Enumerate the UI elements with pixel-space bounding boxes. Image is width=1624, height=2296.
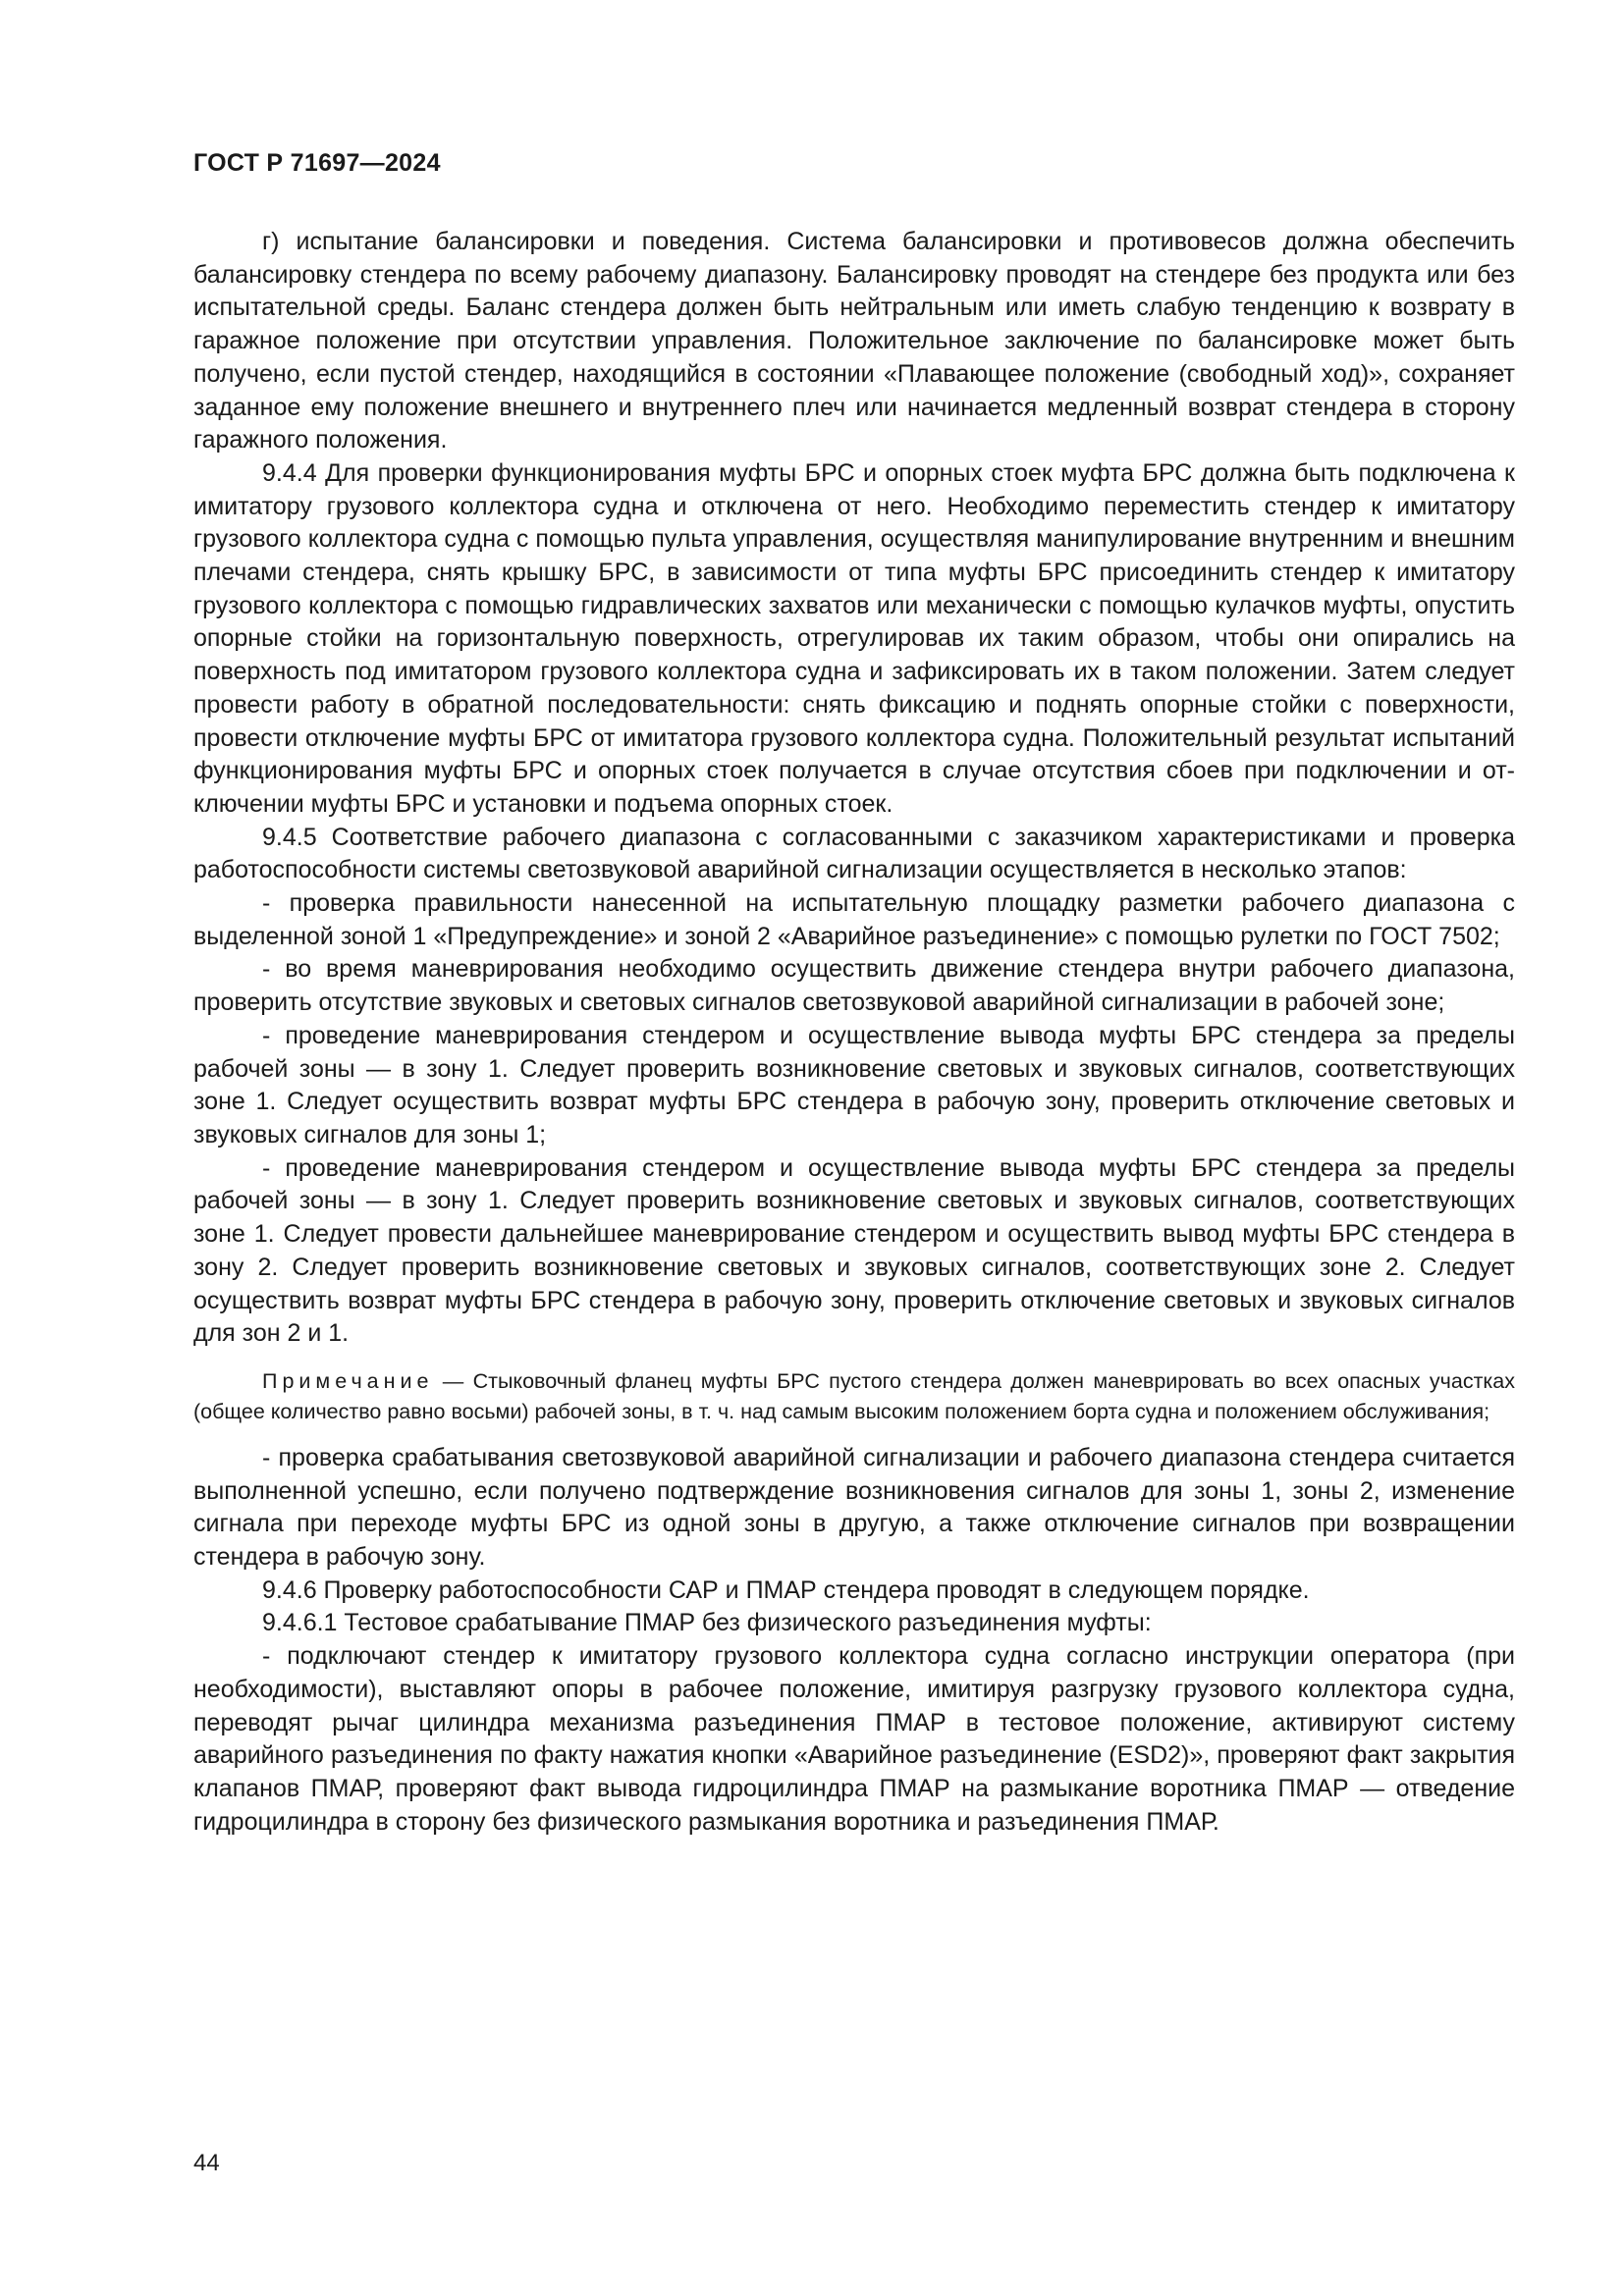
note-label: Примечание: [262, 1368, 434, 1393]
list-item-maneuver-work-zone: - во время маневрирования необходимо осуществить движение стендера внутри рабочего диапазона, проверить отсутствие звуковых и световых сигналов светозвуковой аварийной сигнализации в рабочей зоне;: [193, 955, 1515, 1017]
document-body: [193, 226, 1515, 1839]
list-item-marking-check: - проверка правильности нанесенной на испытательную площадку разметки рабочего диапазона с выделенной зоной 1 «Предупреждение» и зоной 2 «Аварийное разъединение» с помощью рулетки по ГОСТ 7502;: [193, 889, 1515, 950]
list-item-alarm-check: - проверка срабатывания светозвуковой аварийной сигнализации и рабочего диапазона стендера считается выполненной успешно, если получено подтверждение возникновения сигналов для зоны 1, зоны 2, изменение сигнала при переходе муфты БРС из одной зоны в другую, а также отключение сигналов при возвращении стендера в рабочую зону.: [193, 1443, 1515, 1572]
paragraph-9-4-6: 9.4.6 Проверку работоспособности САР и ПМАР стендера проводят в следующем порядке.: [262, 1575, 1310, 1604]
list-item-pmar-test: - подключают стендер к имитатору грузового коллектора судна согласно инструкции оператора (при необходимости), выставляют опоры в рабочее положение, имитируя разгрузку грузового коллектора судна, переводят рычаг цилиндра механизма разъединения ПМАР в тестовое положение, активируют систему аварийного разъединения по факту нажатия кнопки «Аварийное разъединение (ESD2)», проверяют факт закрытия клапанов ПМАР, проверяют факт вывода гидроцилиндра ПМАР на размыкание воротника ПМАР — отведение гидроцилиндра в сторону без физического размыкания воротника и разъединения ПМАР.: [193, 1642, 1515, 1836]
note-text: — Стыковочный фланец муфты БРС пустого стендера должен маневрировать во всех опасных участках (общее количество равно восьми) рабочей зоны, в т. ч. над самым высоким положением борта судна и положением обслуживания;: [193, 1368, 1515, 1424]
paragraph-9-4-4: 9.4.4 Для проверки функционирования муфты БРС и опорных стоек муфта БРС должна быть подключена к имитатору грузового коллектора судна и отключена от него. Необходимо переместить стендер к имитатору грузового коллектора судна с помощью пульта управления, осуществляя манипулирование внутренним и внешним плечами стендера, снять крышку БРС, в зависимости от типа муфты БРС присоединить стендер к имитатору грузового коллектора с помощью гидравлических захватов или механически с помощью кулачков муфты, опустить опорные стойки на горизонтальную поверхность, отрегулировав их таким образом, чтобы они опирались на поверхность под имитатором грузового коллектора судна и зафиксировать их в таком положении. Затем следует провести работу в обратной последовательности: снять фиксацию и поднять опорные стойки с поверхности, провести отключение муфты БРС от имитатора грузового коллектора судна. Положительный результат испытаний функционирования муфты БРС и опорных стоек получается в случае отсутствия сбоев при подключении и отключении муфты БРС и установки и подъема опорных стоек.: [193, 458, 1515, 818]
paragraph-9-4-5: 9.4.5 Соответствие рабочего диапазона с согласованными с заказчиком характеристиками и проверка работоспособности системы светозвуковой аварийной сигнализации осуществляется в несколько этапов:: [193, 823, 1515, 884]
paragraph-balance-test: г) испытание балансировки и поведения. Система балансировки и противовесов должна обеспечить балансировку стендера по всему рабочему диапазону. Балансировку проводят на стендере без продукта или без испытательной среды. Баланс стендера должен быть нейтральным или иметь слабую тенденцию к возврату в гаражное положение при отсутствии управления. Положительное заключение по балансировке может быть получено, если пустой стендер, находящийся в состоянии «Плавающее положение (свободный ход)», сохраняет заданное ему положение внешнего и внутреннего плеч или начинается медленный возврат стендера в сторону гаражного положения.: [193, 228, 1515, 454]
note: [193, 1366, 1515, 1428]
document-header: ГОСТ Р 71697—2024: [193, 149, 441, 177]
paragraph-9-4-6-1: 9.4.6.1 Тестовое срабатывание ПМАР без физического разъединения муфты:: [262, 1609, 1152, 1637]
list-item-zone-2: - проведение маневрирования стендером и осуществление вывода муфты БРС стендера за пределы рабочей зоны — в зону 1. Следует проверить возникновение световых и звуковых сигналов, соответствующих зоне 1. Следует провести дальнейшее маневрирование стендером и осуществить вывод муфты БРС стендера в зону 2. Следует проверить возникновение световых и звуковых сигналов, соответствующих зоне 2. Следует осуществить возврат муфты БРС стендера в рабочую зону, проверить отключение световых и звуковых сигналов для зон 2 и 1.: [193, 1153, 1515, 1348]
page-number: 44: [193, 2150, 220, 2176]
list-item-zone-1: - проведение маневрирования стендером и осуществление вывода муфты БРС стендера за пределы рабочей зоны — в зону 1. Следует проверить возникновение световых и звуковых сигналов, соответствующих зоне 1. Следует осуществить возврат муфты БРС стендера в рабочую зону, проверить отключение световых и звуковых сигналов для зоны 1;: [193, 1021, 1515, 1148]
